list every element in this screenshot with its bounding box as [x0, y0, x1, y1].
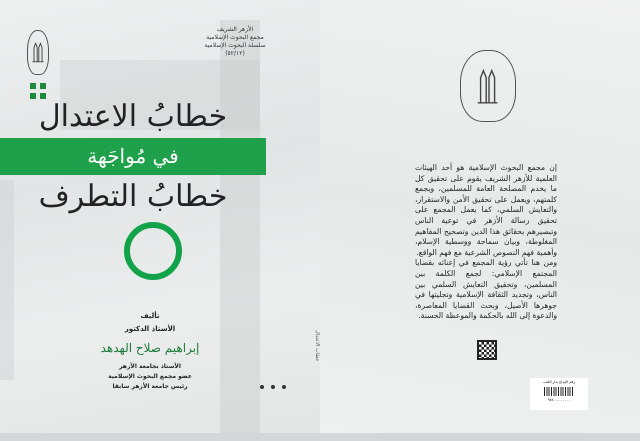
- barcode-icon: [544, 387, 574, 396]
- series-number: (٥٢/١٢): [225, 50, 245, 57]
- description-paragraph: إن مجمع البحوث الإسلامية هو أحد الهيئات العلمية للأزهر الشريف يقوم على تحقيق كل ما يخدم المصلحة العامة للمسلمين، ويجمع كلمتهم، ويعمل على تحقيق الأمن والاستقرار، والتعايش السلمي، كما يعمل المجمع على تحقيق رسالة الأزهر في توعية الناس وتبصيرهم بحقائق هذا الدين وتصحيح المفاهيم المغلوطة، وبيان سماحة ووسطية الإسلام، وأهمية فهم النصوص الشرعية مع فهم الواقع.: [415, 163, 557, 257]
- spine-text: خطاب الاعتدال: [314, 330, 320, 362]
- barcode-label: [530, 378, 588, 410]
- azhar-logo-icon: [460, 50, 516, 122]
- azhar-logo-icon: [27, 30, 49, 75]
- author-prefix: الأستاذ الدكتور: [124, 325, 176, 333]
- publisher-info: [195, 26, 275, 58]
- back-description: [415, 163, 557, 322]
- front-cover: [0, 0, 320, 433]
- title-line-3: خطابُ التطرف: [38, 179, 228, 214]
- publisher-line: سلسلة البحوث الإسلامية: [204, 42, 266, 49]
- qr-code: [477, 340, 497, 360]
- title-line-1: خطابُ الاعتدال: [38, 99, 228, 134]
- green-square-icon: [30, 83, 36, 89]
- green-square-icon: [40, 83, 46, 89]
- author-title: عضو مجمع البحوث الإسلامية: [108, 373, 192, 380]
- publisher-line: الأزهر الشريف: [216, 26, 254, 33]
- author-label: تأليف: [140, 312, 160, 320]
- publisher-line: مجمع البحوث الإسلامية: [206, 34, 264, 41]
- barcode-number: ٩٧٨٠٠٠٠٠٠٠٠٠: [547, 398, 571, 402]
- description-paragraph: ومن هنا تأتي رؤية المجمع في إعنائه بقضايا المجتمع الإسلامي: لجمع الكلمة بين المسلمين، وتحقيق التعايش السلمي بين الناس، وتجديد الثقافة الإسلامية وتجليتها في جوهرها الأصيل، وبحث القضايا المعاصرة، والدعوة إلى الله بالحكمة والموعظة الحسنة.: [415, 258, 557, 321]
- author-title: رئيس جامعة الأزهر سابقا: [112, 383, 188, 390]
- author-title: الأستاذ بجامعة الأزهر: [119, 363, 181, 370]
- author-titles: [50, 362, 250, 392]
- title-line-2: في مُواجَهة: [87, 144, 179, 168]
- bottom-strip: [0, 433, 640, 441]
- green-ring-icon: [124, 222, 182, 280]
- author-name: إبراهيم صلاح الهدهد: [100, 341, 200, 355]
- barcode-title: رقم الإيداع بدار الكتب: [543, 380, 575, 384]
- dots-decoration: [260, 385, 286, 389]
